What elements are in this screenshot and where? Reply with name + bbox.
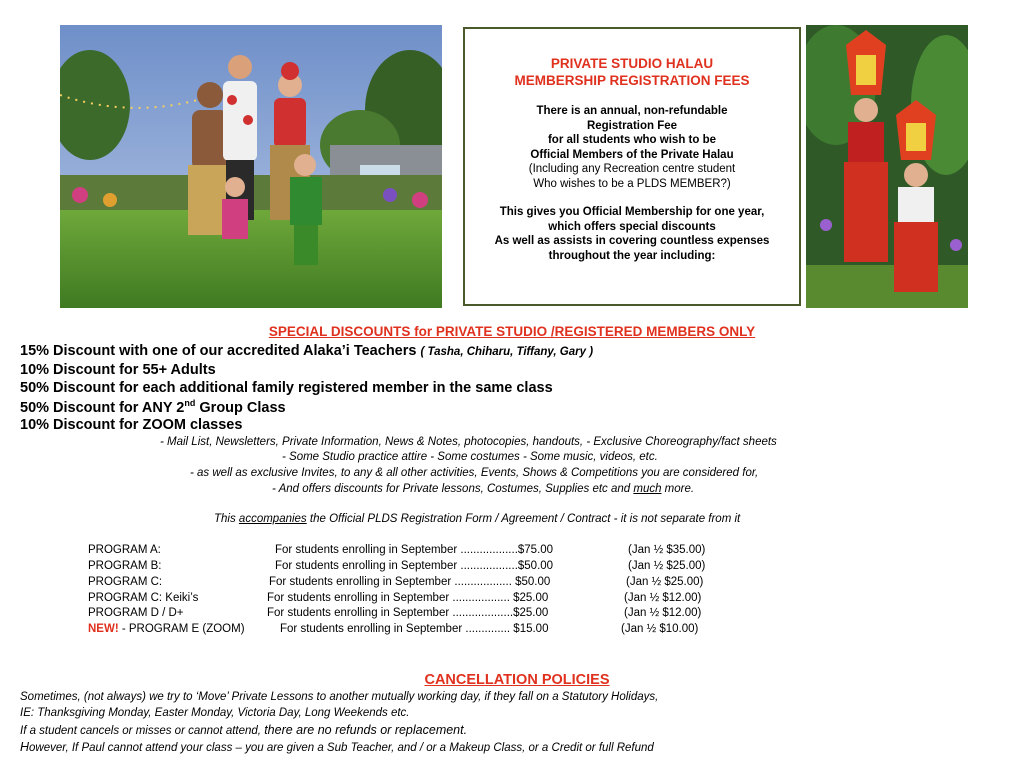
box-line: As well as assists in covering countless expenses [494,235,770,247]
discount-second-class-pre: 50% Discount for ANY 2 [20,399,185,416]
accompanies-pre: This [214,513,239,525]
program-jan-price: (Jan ½ $10.00) [621,623,699,635]
program-desc: For students enrolling in September ..................$75.00 [275,544,554,556]
accompanies-note [214,513,740,525]
box-line: (Including any Recreation centre student [528,163,736,175]
cancellation-line-1: Sometimes, (not always) we try to ‘Move’ Private Lessons to another mutually working day, if they fall on a Statutory Holidays, [20,691,659,703]
program-desc: For students enrolling in September ..................$50.00 [275,560,554,572]
program-jan-price: (Jan ½ $25.00) [628,560,706,572]
perk-private-lessons-underline: much [633,483,662,495]
perk-private-lessons-pre: - And offers discounts for Private lessons, Costumes, Supplies etc and [272,483,634,495]
discount-second-class-post: Group Class [195,399,286,416]
box-line: which offers special discounts [548,220,716,233]
special-discounts-heading: SPECIAL DISCOUNTS for PRIVATE STUDIO /REGISTERED MEMBERS ONLY [268,324,756,339]
program-e-name [88,623,245,635]
new-badge: NEW! [88,623,119,635]
program-name: PROGRAM C: Keiki’s [88,592,199,604]
discount-zoom: 10% Discount for ZOOM classes [20,417,243,433]
perk-private-lessons [272,483,694,495]
cancellation-line-4 [20,740,654,754]
family-photo [60,25,442,308]
cancellation-line-2: IE: Thanksgiving Monday, Easter Monday, Victoria Day, Long Weekends etc. [20,707,410,719]
discount-adults: 10% Discount for 55+ Adults [20,362,216,378]
program-jan-price: (Jan ½ $12.00) [624,607,702,619]
box-registration-fee-text [465,104,799,162]
box-line: There is an annual, non-refundable [536,105,728,117]
box-line: Who wishes to be a PLDS MEMBER?) [533,177,731,190]
box-line: for all students who wish to be [547,134,717,146]
accompanies-post: the Official PLDS Registration Form / Agreement / Contract - it is not separate from it [306,513,741,525]
box-title-line-1: PRIVATE STUDIO HALAU [550,56,714,71]
perk-mail-list: - Mail List, Newsletters, Private Information, News & Notes, photocopies, handouts, - Exclusive Choreography/fact sheets [160,436,777,448]
program-name: PROGRAM D / D+ [88,607,184,619]
box-title [465,55,799,89]
program-name: PROGRAM B: [88,560,162,572]
program-jan-price: (Jan ½ $35.00) [628,544,706,556]
box-membership-text [465,205,799,263]
box-line: Official Members of the Private Halau [530,148,734,161]
program-name: PROGRAM C: [88,576,163,588]
program-desc: For students enrolling in September .............. $15.00 [280,623,549,635]
cancellation-line-3 [20,723,467,737]
dancers-photo [806,25,968,308]
discount-second-class-sup: nd [184,398,196,408]
box-recreation-note [465,162,799,191]
cancellation-no-refunds: there are no refunds or replacement. [264,723,468,737]
program-desc: For students enrolling in September ...................$25.00 [267,607,549,619]
discount-family: 50% Discount for each additional family registered member in the same class [20,380,553,396]
box-line: throughout the year including: [548,249,716,262]
program-jan-price: (Jan ½ $12.00) [624,592,702,604]
accompanies-underline: accompanies [238,513,307,525]
discount-second-class [20,398,286,416]
program-desc: For students enrolling in September .................. $25.00 [267,592,549,604]
cancellation-heading: CANCELLATION POLICIES [424,672,610,688]
perk-invites: - as well as exclusive Invites, to any & all other activities, Events, Shows & Competitions you are considered for, [190,467,759,479]
family-photo-illustration [60,25,442,308]
program-name: PROGRAM A: [88,544,161,556]
discount-teachers-text: 15% Discount with one of our accredited Alaka’i Teachers [20,343,417,359]
discount-teachers [20,343,593,359]
box-title-line-2: MEMBERSHIP REGISTRATION FEES [514,73,750,88]
cancellation-line-4-initial: H [20,740,30,754]
cancellation-line-4-rest: owever, If Paul cannot attend your class – you are given a Sub Teacher, and / or a Makeup Class, or a Credit or full Refund [29,742,654,754]
box-line: Registration Fee [586,119,678,132]
program-e-label: - PROGRAM E (ZOOM) [118,623,245,635]
box-line: This gives you Official Membership for one year, [499,206,765,218]
program-jan-price: (Jan ½ $25.00) [626,576,704,588]
discount-teachers-names: ( Tasha, Chiharu, Tiffany, Gary ) [420,346,594,358]
membership-fees-box [463,27,801,306]
perk-private-lessons-post: more. [661,483,695,495]
perk-attire: - Some Studio practice attire - Some costumes - Some music, videos, etc. [282,451,658,463]
dancers-photo-illustration [806,25,968,308]
cancellation-line-3-pre: If a student cancels or misses or cannot attend, [20,725,265,737]
program-desc: For students enrolling in September .................. $50.00 [269,576,551,588]
